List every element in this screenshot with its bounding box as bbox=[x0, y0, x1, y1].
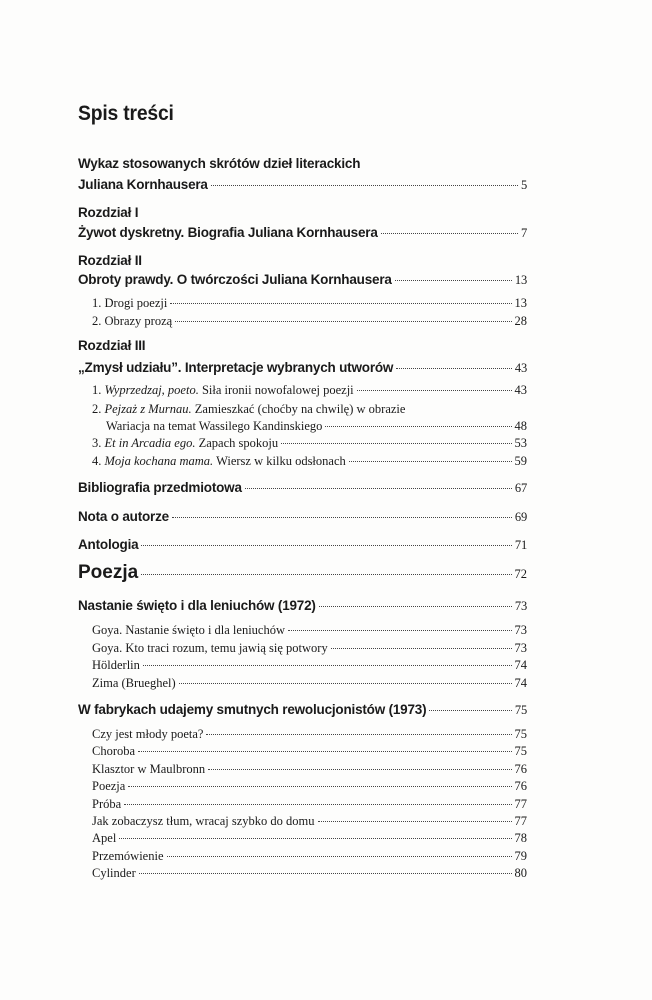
leader-dots bbox=[288, 630, 511, 631]
toc-subentry bbox=[78, 814, 527, 829]
toc-subentry bbox=[78, 419, 527, 434]
toc-entry-title: „Zmysł udziału”. Interpretacje wybranych utworów bbox=[78, 360, 394, 375]
toc-subentry-title: Zima (Brueghel) bbox=[92, 676, 176, 690]
item-number: 1. bbox=[92, 383, 102, 397]
page-number: 7 bbox=[520, 226, 527, 240]
toc-subentry bbox=[78, 831, 527, 846]
page-number: 74 bbox=[514, 676, 527, 690]
toc-subentry-title: Klasztor w Maulbronn bbox=[92, 762, 206, 776]
toc-subentry bbox=[78, 762, 527, 777]
toc-subentry-title: 2. Obrazy prozą bbox=[92, 314, 173, 328]
leader-dots bbox=[206, 734, 511, 735]
leader-dots bbox=[395, 280, 512, 281]
leader-dots bbox=[128, 786, 511, 787]
leader-dots bbox=[357, 390, 512, 391]
leader-dots bbox=[141, 574, 511, 575]
page-number: 28 bbox=[514, 314, 527, 328]
toc-subentry-title bbox=[92, 436, 278, 451]
page-number: 73 bbox=[514, 623, 527, 637]
toc-entry bbox=[78, 537, 527, 553]
toc-entry bbox=[78, 509, 527, 525]
chapter-label: Rozdział II bbox=[78, 253, 142, 268]
leader-dots bbox=[429, 710, 511, 711]
leader-dots bbox=[281, 443, 511, 444]
page-title: Spis treści bbox=[78, 102, 174, 125]
work-title: Wyprzedzaj, poeto. bbox=[104, 383, 199, 397]
toc-subentry bbox=[78, 383, 527, 398]
toc-entry bbox=[78, 225, 527, 241]
toc-entry-title: W fabrykach udajemy smutnych rewolucjonistów (1973) bbox=[78, 702, 427, 717]
page-number: 43 bbox=[514, 383, 527, 397]
leader-dots bbox=[119, 838, 511, 839]
toc-entry-title: Poezja bbox=[78, 562, 139, 583]
leader-dots bbox=[211, 185, 518, 186]
chapter-label: Rozdział I bbox=[78, 205, 139, 220]
toc-subentry bbox=[78, 797, 527, 812]
leader-dots bbox=[143, 665, 512, 666]
toc-entry-title: Nota o autorze bbox=[78, 509, 169, 524]
toc-entry bbox=[78, 360, 527, 376]
page-number: 72 bbox=[514, 567, 527, 581]
toc-subentry bbox=[78, 641, 527, 656]
subentry-text: Siła ironii nowofalowej poezji bbox=[201, 383, 354, 397]
page-number: 80 bbox=[514, 866, 527, 880]
toc-entry-title: Bibliografia przedmiotowa bbox=[78, 480, 242, 495]
page-number: 5 bbox=[520, 178, 527, 192]
toc-subentry-title bbox=[92, 383, 354, 398]
leader-dots bbox=[319, 606, 512, 607]
leader-dots bbox=[325, 426, 511, 427]
toc-subentry bbox=[78, 436, 527, 451]
toc-entry bbox=[78, 177, 527, 193]
toc-entry bbox=[78, 702, 527, 718]
toc-entry-title: Obroty prawdy. O twórczości Juliana Kornhausera bbox=[78, 272, 392, 287]
leader-dots bbox=[349, 461, 512, 462]
toc-subentry-title: Goya. Nastanie święto i dla leniuchów bbox=[92, 623, 286, 637]
page-number: 71 bbox=[514, 538, 527, 552]
leader-dots bbox=[141, 545, 511, 546]
toc-subentry-title: 1. Drogi poezji bbox=[92, 296, 168, 310]
subentry-text: Wiersz w kilku odsłonach bbox=[216, 454, 346, 468]
leader-dots bbox=[124, 804, 511, 805]
toc-subentry-title: Hölderlin bbox=[92, 658, 140, 672]
leader-dots bbox=[170, 303, 511, 304]
item-number: 2. bbox=[92, 402, 102, 416]
leader-dots bbox=[167, 856, 512, 857]
toc-subentry bbox=[78, 454, 527, 469]
toc-entry bbox=[78, 480, 527, 496]
toc-subentry bbox=[78, 296, 527, 311]
page-number: 67 bbox=[514, 481, 527, 495]
toc-entry bbox=[78, 562, 527, 584]
subentry-text: Wariacja na temat Wassilego Kandinskiego bbox=[106, 419, 323, 433]
toc-entry-title: Antologia bbox=[78, 537, 139, 552]
page-number: 77 bbox=[514, 797, 527, 811]
toc-entry-title: Żywot dyskretny. Biografia Juliana Kornhausera bbox=[78, 225, 378, 240]
page-number: 74 bbox=[514, 658, 527, 672]
page-number: 13 bbox=[514, 296, 527, 310]
toc-subentry bbox=[78, 727, 527, 742]
item-number: 3. bbox=[92, 436, 102, 450]
page-number: 75 bbox=[514, 703, 527, 717]
work-title: Pejzaż z Murnau. bbox=[104, 402, 192, 416]
leader-dots bbox=[245, 488, 512, 489]
page-number: 75 bbox=[514, 744, 527, 758]
page-number: 78 bbox=[514, 831, 527, 845]
page-number: 13 bbox=[514, 273, 527, 287]
page-number: 48 bbox=[514, 419, 527, 433]
page-number: 53 bbox=[514, 436, 527, 450]
toc-subentry-title: Apel bbox=[92, 831, 117, 845]
subentry-text: Zapach spokoju bbox=[198, 436, 279, 450]
toc-subentry-title: Cylinder bbox=[92, 866, 136, 880]
page-number: 77 bbox=[514, 814, 527, 828]
chapter-label: Rozdział III bbox=[78, 338, 146, 353]
page-number: 73 bbox=[514, 599, 527, 613]
toc-subentry-title: Przemówienie bbox=[92, 849, 164, 863]
toc-subentry-title: Jak zobaczysz tłum, wracaj szybko do domu bbox=[92, 814, 315, 828]
work-title: Moja kochana mama. bbox=[104, 454, 214, 468]
leader-dots bbox=[381, 233, 518, 234]
leader-dots bbox=[396, 368, 512, 369]
toc-subentry-title: Czy jest młody poeta? bbox=[92, 727, 204, 741]
toc-subentry bbox=[78, 658, 527, 673]
toc-subentry bbox=[78, 676, 527, 691]
page-number: 79 bbox=[514, 849, 527, 863]
leader-dots bbox=[179, 683, 512, 684]
toc-subentry bbox=[78, 779, 527, 794]
toc-subentry bbox=[78, 623, 527, 638]
toc-subentry bbox=[78, 849, 527, 864]
toc-subentry bbox=[78, 744, 527, 759]
toc-subentry-title: Choroba bbox=[92, 744, 136, 758]
page-number: 75 bbox=[514, 727, 527, 741]
page-number: 76 bbox=[514, 762, 527, 776]
leader-dots bbox=[331, 648, 512, 649]
toc-subentry bbox=[78, 866, 527, 881]
leader-dots bbox=[208, 769, 511, 770]
toc-subentry-line bbox=[78, 402, 405, 417]
leader-dots bbox=[138, 751, 511, 752]
page-number: 43 bbox=[514, 361, 527, 375]
page-number: 59 bbox=[514, 454, 527, 468]
leader-dots bbox=[172, 517, 512, 518]
work-title: Et in Arcadia ego. bbox=[104, 436, 196, 450]
item-number: 4. bbox=[92, 454, 102, 468]
page-number: 73 bbox=[514, 641, 527, 655]
page-number: 69 bbox=[514, 510, 527, 524]
toc-subentry-title: Goya. Kto traci rozum, temu jawią się potwory bbox=[92, 641, 328, 655]
page-number: 76 bbox=[514, 779, 527, 793]
toc-subentry-title bbox=[92, 454, 346, 469]
toc-entry-title: Juliana Kornhausera bbox=[78, 177, 208, 192]
toc-subentry bbox=[78, 314, 527, 329]
toc-subentry-title: Poezja bbox=[92, 779, 126, 793]
leader-dots bbox=[139, 873, 512, 874]
leader-dots bbox=[175, 321, 511, 322]
toc-entry-title: Nastanie święto i dla leniuchów (1972) bbox=[78, 598, 316, 613]
toc-entry bbox=[78, 272, 527, 288]
toc-heading-line: Wykaz stosowanych skrótów dzieł literackich bbox=[78, 156, 361, 171]
toc-entry bbox=[78, 598, 527, 614]
toc-subentry-title: Próba bbox=[92, 797, 122, 811]
leader-dots bbox=[318, 821, 512, 822]
subentry-text: Zamieszkać (choćby na chwilę) w obrazie bbox=[194, 402, 406, 416]
